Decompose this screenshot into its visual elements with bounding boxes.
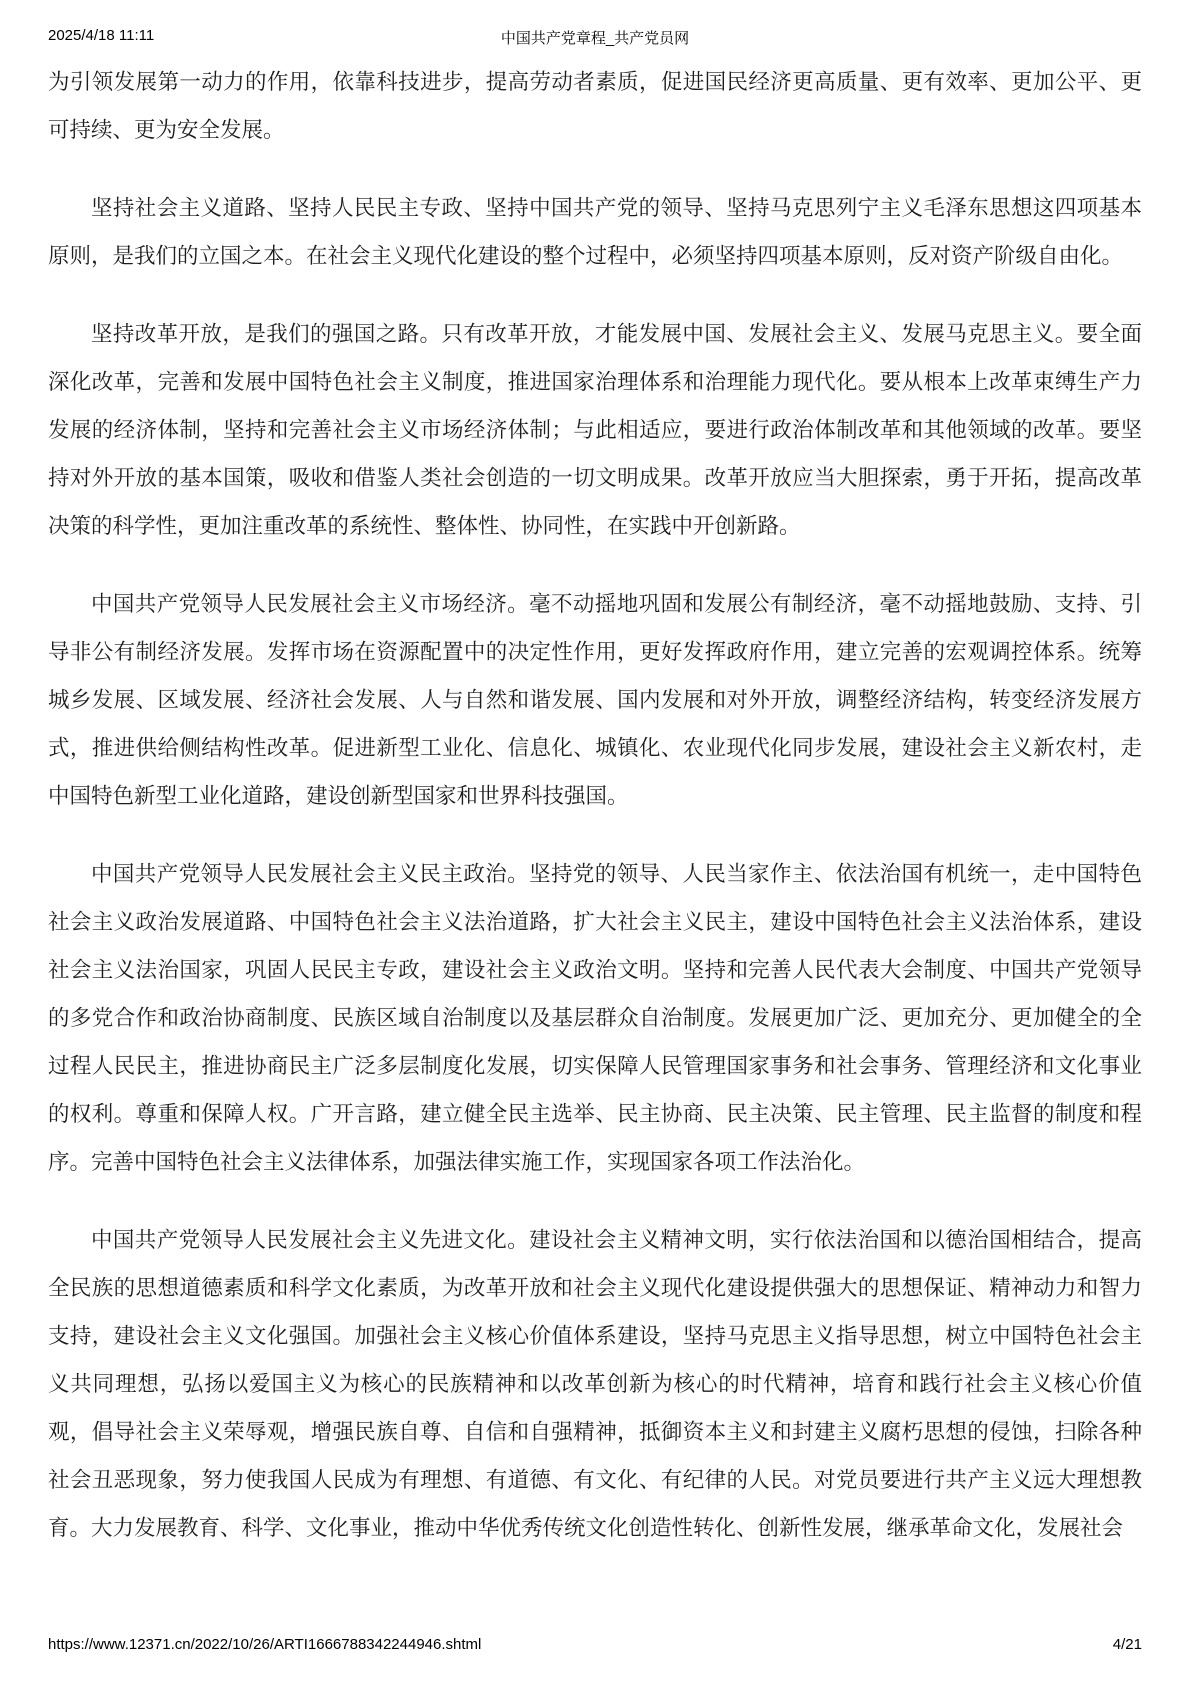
page-number: 4/21 (1112, 1636, 1142, 1653)
print-datetime: 2025/4/18 11:11 (48, 27, 155, 44)
paragraph: 为引领发展第一动力的作用，依靠科技进步，提高劳动者素质，促进国民经济更高质量、更有效率、更加公平、更可持续、更为安全发展。 (48, 70, 1142, 142)
paragraph: 中国共产党领导人民发展社会主义市场经济。毫不动摇地巩固和发展公有制经济，毫不动摇地鼓励、支持、引导非公有制经济发展。发挥市场在资源配置中的决定性作用，更好发挥政府作用，建立完善的宏观调控体系。统筹城乡发展、区域发展、经济社会发展、人与自然和谐发展、国内发展和对外开放，调整经济结构，转变经济发展方式，推进供给侧结构性改革。促进新型工业化、信息化、城镇化、农业现代化同步发展，建设社会主义新农村，走中国特色新型工业化道路，建设创新型国家和世界科技强国。 (48, 592, 1142, 808)
paragraph: 中国共产党领导人民发展社会主义先进文化。建设社会主义精神文明，实行依法治国和以德治国相结合，提高全民族的思想道德素质和科学文化素质，为改革开放和社会主义现代化建设提供强大的思想保证、精神动力和智力支持，建设社会主义文化强国。加强社会主义核心价值体系建设，坚持马克思主义指导思想，树立中国特色社会主义共同理想，弘扬以爱国主义为核心的民族精神和以改革创新为核心的时代精神，培育和践行社会主义核心价值观，倡导社会主义荣辱观，增强民族自尊、自信和自强精神，抵御资本主义和封建主义腐朽思想的侵蚀，扫除各种社会丑恶现象，努力使我国人民成为有理想、有道德、有文化、有纪律的人民。对党员要进行共产主义远大理想教育。大力发展教育、科学、文化事业，推动中华优秀传统文化创造性转化、创新性发展，继承革命文化，发展社会 (48, 1228, 1142, 1540)
print-footer (48, 1636, 1142, 1656)
paragraph: 中国共产党领导人民发展社会主义民主政治。坚持党的领导、人民当家作主、依法治国有机统一，走中国特色社会主义政治发展道路、中国特色社会主义法治道路，扩大社会主义民主，建设中国特色社会主义法治体系，建设社会主义法治国家，巩固人民民主专政，建设社会主义政治文明。坚持和完善人民代表大会制度、中国共产党领导的多党合作和政治协商制度、民族区域自治制度以及基层群众自治制度。发展更加广泛、更加充分、更加健全的全过程人民民主，推进协商民主广泛多层制度化发展，切实保障人民管理国家事务和社会事务、管理经济和文化事业的权利。尊重和保障人权。广开言路，建立健全民主选举、民主协商、民主决策、民主管理、民主监督的制度和程序。完善中国特色社会主义法律体系，加强法律实施工作，实现国家各项工作法治化。 (48, 862, 1142, 1174)
print-header (48, 27, 1142, 49)
paragraph: 坚持改革开放，是我们的强国之路。只有改革开放，才能发展中国、发展社会主义、发展马克思主义。要全面深化改革，完善和发展中国特色社会主义制度，推进国家治理体系和治理能力现代化。要从根本上改革束缚生产力发展的经济体制，坚持和完善社会主义市场经济体制；与此相适应，要进行政治体制改革和其他领域的改革。要坚持对外开放的基本国策，吸收和借鉴人类社会创造的一切文明成果。改革开放应当大胆探索，勇于开拓，提高改革决策的科学性，更加注重改革的系统性、整体性、协同性，在实践中开创新路。 (48, 322, 1142, 538)
page-title: 中国共产党章程_共产党员网 (500, 30, 690, 47)
document-body (48, 58, 1142, 1582)
source-url: https://www.12371.cn/2022/10/26/ARTI1666788342244946.shtml (48, 1636, 482, 1653)
paragraph: 坚持社会主义道路、坚持人民民主专政、坚持中国共产党的领导、坚持马克思列宁主义毛泽东思想这四项基本原则，是我们的立国之本。在社会主义现代化建设的整个过程中，必须坚持四项基本原则，反对资产阶级自由化。 (48, 196, 1142, 268)
